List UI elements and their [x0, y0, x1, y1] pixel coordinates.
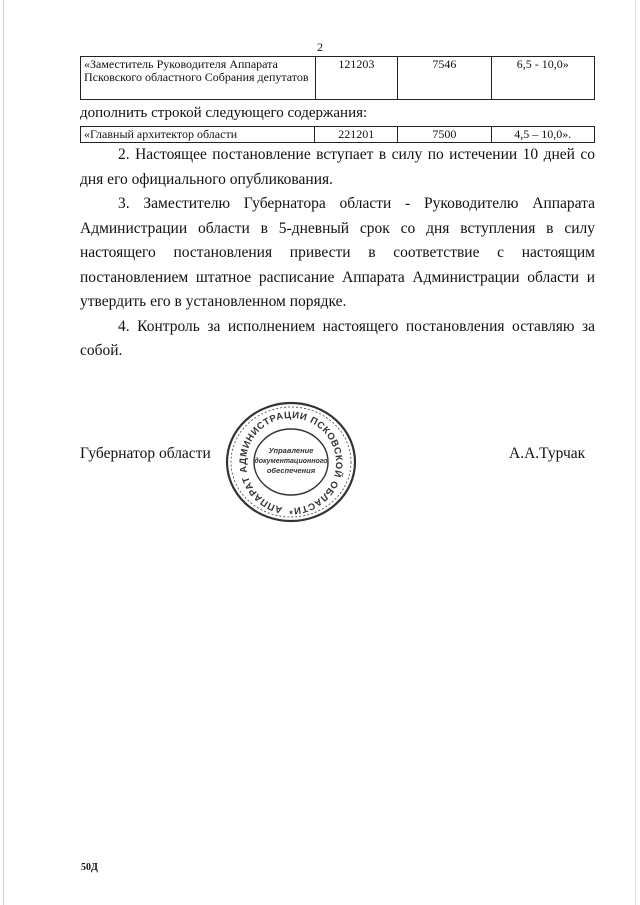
seal-ring-text: АППАРАТ АДМИНИСТРАЦИИ ПСКОВСКОЙ ОБЛАСТИ [237, 409, 345, 517]
seal-center-line2: документационного [254, 458, 328, 465]
position-code-cell: 221201 [315, 127, 398, 143]
position-code-cell: 121203 [315, 57, 398, 100]
seal-center-line1: Управление [268, 446, 314, 455]
table-row [81, 127, 595, 143]
signatory-position: Губернатор области [80, 445, 211, 462]
staff-table-new-row [80, 126, 595, 143]
scan-edge-left [3, 0, 4, 905]
footer-code: 50Д [81, 862, 98, 873]
seal-center-line3: обеспечения [266, 466, 316, 475]
paragraph-4: 4. Контроль за исполнением настоящего постановления оставляю за собой. [80, 317, 595, 359]
table-row [81, 57, 595, 100]
count-cell: 7500 [398, 127, 491, 143]
staff-table-existing-row [80, 56, 595, 100]
position-name-cell: «Заместитель Руководителя Аппарата Псковского областного Собрания депутатов [81, 57, 316, 100]
coefficient-cell: 6,5 - 10,0» [491, 57, 594, 100]
seal-star: * [289, 509, 293, 519]
paragraph-2: 2. Настоящее постановление вступает в силу по истечении 10 дней со дня его официального опубликования. [80, 146, 595, 188]
resolution-body [80, 143, 595, 364]
count-cell: 7546 [398, 57, 491, 100]
supplement-text: дополнить строкой следующего содержания: [80, 105, 368, 121]
page-number: 2 [317, 40, 323, 54]
coefficient-cell: 4,5 – 10,0». [491, 127, 594, 143]
paragraph-3: 3. Заместителю Губернатора области - Руководителю Аппарата Администрации области в 5-дневный срок со дня вступления в силу настоящего постановления привести в соответствие с настоящим постановлением штатное расписание Аппарата Администрации области и утвердить его в установленном порядке. [80, 195, 595, 310]
scan-edge-right [635, 0, 636, 905]
position-name-cell: «Главный архитектор области [81, 127, 315, 143]
signatory-name: А.А.Турчак [509, 445, 586, 462]
official-seal-icon [223, 400, 359, 524]
